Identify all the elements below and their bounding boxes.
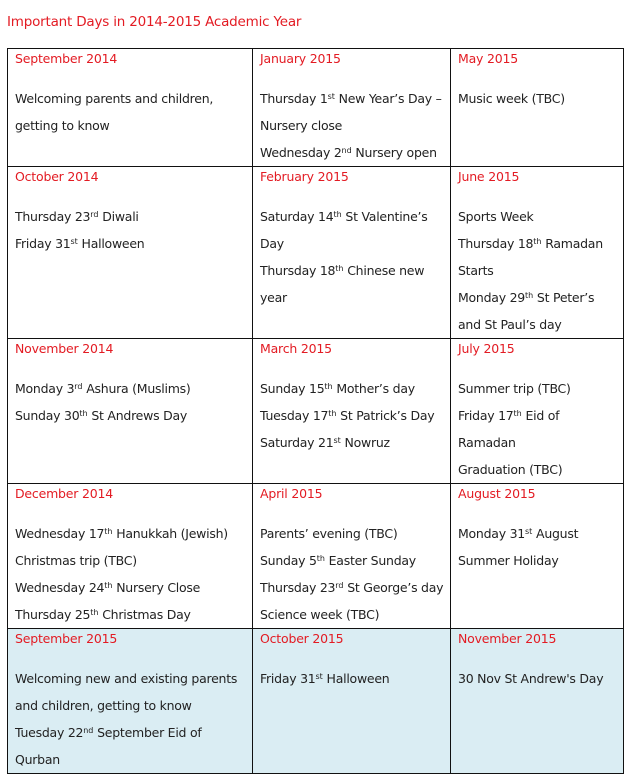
event-item (260, 139, 444, 166)
ordinal-suffix: st (315, 672, 323, 681)
event-list (15, 203, 246, 257)
academic-calendar-table (7, 48, 624, 774)
month-cell (8, 629, 253, 774)
event-text: Wednesday 17 (15, 526, 105, 541)
month-cell (8, 49, 253, 167)
month-cell (253, 49, 451, 167)
month-cell (8, 484, 253, 629)
event-item (458, 402, 617, 456)
event-item (15, 547, 246, 574)
event-list (260, 665, 444, 692)
event-text: Thursday 23 (15, 209, 91, 224)
event-text: Nursery open (351, 145, 437, 160)
month-heading: November 2014 (15, 341, 114, 356)
event-list (15, 375, 246, 429)
event-list (260, 520, 444, 628)
event-item (15, 402, 246, 429)
calendar-row (8, 339, 624, 484)
event-text: Welcoming parents and children, getting to know (15, 91, 214, 133)
event-text: Science week (TBC) (260, 607, 380, 622)
event-text: 30 Nov St Andrew's Day (458, 671, 604, 686)
month-heading: September 2015 (15, 631, 118, 646)
event-item (458, 230, 617, 284)
event-text: Saturday 21 (260, 435, 334, 450)
month-heading: June 2015 (458, 169, 520, 184)
event-text: Tuesday 17 (260, 408, 329, 423)
month-cell (451, 339, 624, 484)
event-item (15, 230, 246, 257)
event-item (458, 375, 617, 402)
event-text: Friday 31 (15, 236, 71, 251)
event-text: Wednesday 24 (15, 580, 105, 595)
event-text: Wednesday 2 (260, 145, 342, 160)
event-item (260, 547, 444, 574)
event-list (260, 85, 444, 166)
ordinal-suffix: rd (335, 581, 344, 590)
event-text: Thursday 25 (15, 607, 91, 622)
event-text: Diwali (98, 209, 139, 224)
month-cell (8, 339, 253, 484)
month-heading: August 2015 (458, 486, 536, 501)
ordinal-suffix: st (333, 436, 341, 445)
calendar-row (8, 49, 624, 167)
event-text: Thursday 23 (260, 580, 336, 595)
month-heading: July 2015 (458, 341, 515, 356)
event-list (458, 375, 617, 483)
event-item (458, 284, 617, 338)
event-item (15, 665, 246, 719)
event-item (15, 574, 246, 601)
calendar-body (8, 49, 624, 774)
ordinal-suffix: st (327, 92, 335, 101)
event-text: Monday 3 (15, 381, 75, 396)
month-cell (451, 629, 624, 774)
ordinal-suffix: th (524, 291, 534, 300)
ordinal-suffix: st (524, 527, 533, 536)
calendar-row (8, 167, 624, 339)
event-item (15, 203, 246, 230)
ordinal-suffix: th (90, 608, 99, 617)
event-item (458, 520, 617, 547)
ordinal-suffix: th (316, 554, 325, 563)
event-text: Friday 17 (458, 408, 514, 423)
document-title: Important Days in 2014-2015 Academic Year (7, 14, 302, 30)
ordinal-suffix: th (104, 527, 113, 536)
month-cell (451, 167, 624, 339)
event-text: Nowruz (340, 435, 390, 450)
event-text: Easter Sunday (324, 553, 416, 568)
event-list (458, 203, 617, 338)
event-item (260, 665, 444, 692)
month-heading: October 2015 (260, 631, 344, 646)
event-text: Monday 29 (458, 290, 525, 305)
event-item (458, 456, 617, 483)
event-list (260, 375, 444, 456)
event-text: Christmas Day (98, 607, 191, 622)
event-text: Thursday 18 (260, 263, 336, 278)
event-item (260, 520, 444, 547)
event-text: Monday 31 (458, 526, 525, 541)
event-text: Sunday 15 (260, 381, 325, 396)
event-text: Graduation (TBC) (458, 462, 563, 477)
event-text: Halloween (77, 236, 145, 251)
month-heading: December 2014 (15, 486, 114, 501)
event-item (260, 85, 444, 139)
ordinal-suffix: th (333, 210, 342, 219)
ordinal-suffix: th (104, 581, 113, 590)
ordinal-suffix: th (324, 382, 333, 391)
month-cell (253, 167, 451, 339)
month-heading: January 2015 (260, 51, 341, 66)
ordinal-suffix: th (79, 409, 88, 418)
event-list (15, 665, 246, 773)
event-item (260, 574, 444, 601)
event-item (15, 85, 246, 139)
month-heading: May 2015 (458, 51, 519, 66)
event-text: St Patrick’s Day (336, 408, 435, 423)
month-heading: April 2015 (260, 486, 323, 501)
event-list (458, 85, 617, 112)
event-text: Welcoming new and existing parents and children, getting to know (15, 671, 238, 713)
month-heading: February 2015 (260, 169, 349, 184)
event-text: New Year’s Day – Nursery close (260, 91, 442, 133)
event-item (15, 601, 246, 628)
month-cell (451, 49, 624, 167)
event-text: Saturday 14 (260, 209, 334, 224)
ordinal-suffix: nd (341, 146, 352, 155)
event-text: Christmas trip (TBC) (15, 553, 137, 568)
event-item (260, 203, 444, 257)
event-item (260, 429, 444, 456)
month-heading: September 2014 (15, 51, 118, 66)
month-cell (253, 484, 451, 629)
ordinal-suffix: th (513, 409, 522, 418)
event-item (260, 402, 444, 429)
event-text: Tuesday 22 (15, 725, 84, 740)
event-item (15, 520, 246, 547)
ordinal-suffix: th (328, 409, 337, 418)
event-text: Sunday 30 (15, 408, 80, 423)
event-item (458, 85, 617, 112)
event-text: Music week (TBC) (458, 91, 565, 106)
event-text: St Peter’s and St Paul’s day (458, 290, 595, 332)
event-text: Thursday 18 (458, 236, 534, 251)
event-text: Ashura (Muslims) (82, 381, 191, 396)
event-list (15, 85, 246, 139)
calendar-row (8, 629, 624, 774)
event-text: St Valentine’s Day (260, 209, 428, 251)
event-text: Summer trip (TBC) (458, 381, 571, 396)
ordinal-suffix: rd (74, 382, 83, 391)
event-text: August (532, 526, 579, 541)
event-text: Parents’ evening (TBC) (260, 526, 398, 541)
event-item (15, 719, 246, 773)
event-text: September Eid of Qurban (15, 725, 202, 767)
event-item (260, 257, 444, 311)
ordinal-suffix: th (533, 237, 542, 246)
month-cell (253, 339, 451, 484)
event-item (15, 375, 246, 402)
event-item (260, 601, 444, 628)
event-item (458, 547, 617, 574)
event-text: Chinese new year (260, 263, 425, 305)
event-text: Summer Holiday (458, 553, 559, 568)
ordinal-suffix: th (335, 264, 344, 273)
event-text: Nursery Close (112, 580, 201, 595)
month-heading: March 2015 (260, 341, 332, 356)
event-item (260, 375, 444, 402)
month-cell (253, 629, 451, 774)
event-text: Halloween (322, 671, 390, 686)
event-text: St Andrews Day (87, 408, 188, 423)
event-text: Eid of Ramadan (458, 408, 560, 450)
ordinal-suffix: nd (83, 726, 94, 735)
event-item (458, 203, 617, 230)
event-text: Friday 31 (260, 671, 316, 686)
ordinal-suffix: st (70, 237, 78, 246)
event-list (458, 520, 617, 574)
month-heading: October 2014 (15, 169, 99, 184)
event-text: Sports Week (458, 209, 534, 224)
event-text: Thursday 1 (260, 91, 328, 106)
month-heading: November 2015 (458, 631, 557, 646)
event-list (260, 203, 444, 311)
ordinal-suffix: rd (90, 210, 99, 219)
event-text: Sunday 5 (260, 553, 317, 568)
event-list (458, 665, 617, 692)
month-cell (8, 167, 253, 339)
event-text: Ramadan Starts (458, 236, 603, 278)
event-text: Hanukkah (Jewish) (112, 526, 228, 541)
event-item (458, 665, 617, 692)
event-text: St George’s day (343, 580, 444, 595)
event-text: Mother’s day (332, 381, 415, 396)
month-cell (451, 484, 624, 629)
calendar-row (8, 484, 624, 629)
event-list (15, 520, 246, 628)
